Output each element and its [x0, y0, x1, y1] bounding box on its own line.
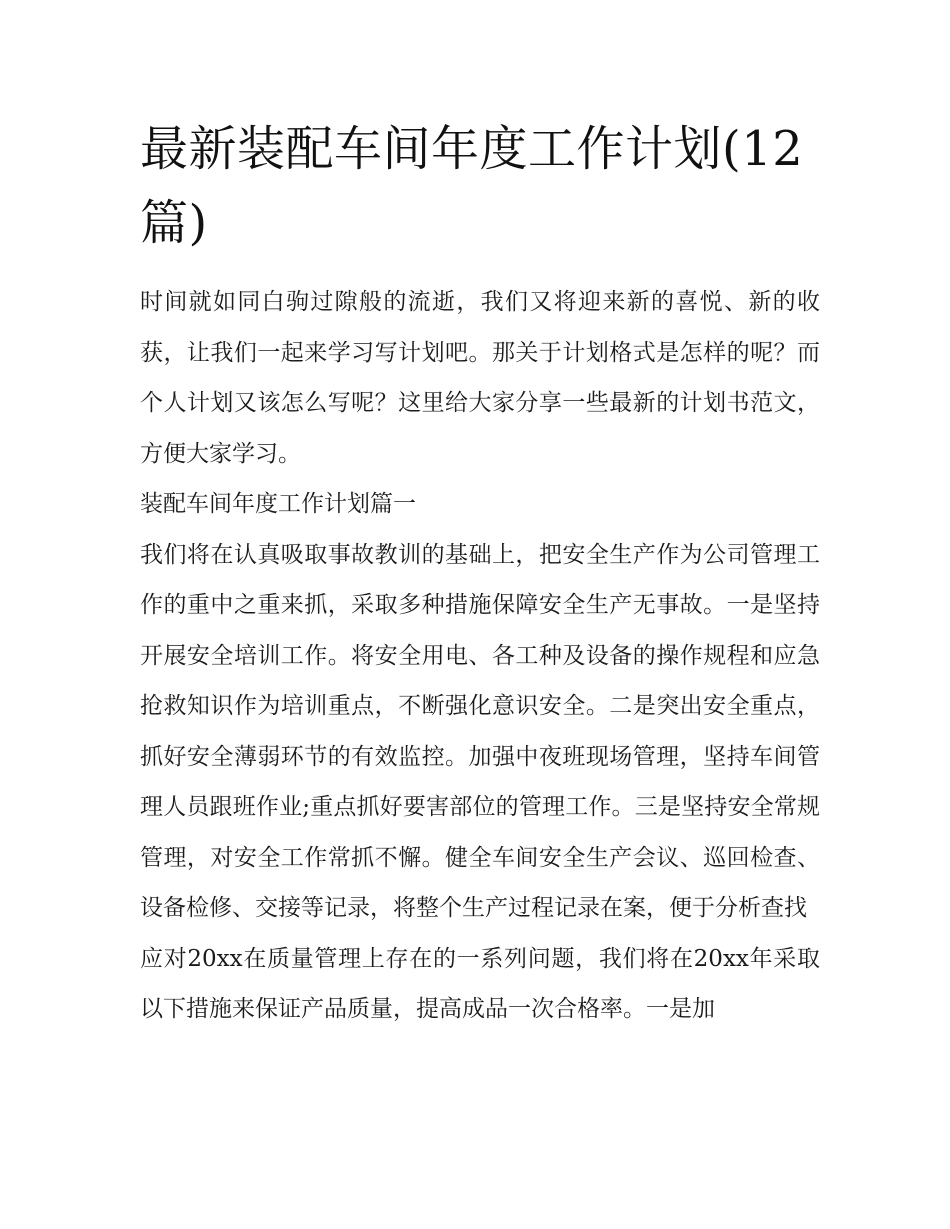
intro-paragraph: 时间就如同白驹过隙般的流逝，我们又将迎来新的喜悦、新的收获，让我们一起来学习写计划吧。那关于计划格式是怎样的呢？而个人计划又该怎么写呢？这里给大家分享一些最新的计划书范文，方便大家学习。 [140, 289, 820, 467]
document-body [140, 277, 820, 1035]
safety-paragraph: 我们将在认真吸取事故教训的基础上，把安全生产作为公司管理工作的重中之重来抓，采取多种措施保障安全生产无事故。一是坚持开展安全培训工作。将安全用电、各工种及设备的操作规程和应急抢救知识作为培训重点，不断强化意识安全。二是突出安全重点，抓好安全薄弱环节的有效监控。加强中夜班现场管理，坚持车间管理人员跟班作业;重点抓好要害部位的管理工作。三是坚持安全常规管理，对安全工作常抓不懈。健全车间安全生产会议、巡回检查、设备检修、交接等记录，将整个生产过程记录在案，便于分析查找 [140, 541, 820, 921]
section-heading: 装配车间年度工作计划篇一 [140, 491, 416, 517]
document-title: 最新装配车间年度工作计划(12篇) [140, 121, 804, 251]
quality-paragraph: 应对20xx在质量管理上存在的一系列问题，我们将在20xx年采取以下措施来保证产品质量，提高成品一次合格率。一是加 [140, 945, 820, 1022]
